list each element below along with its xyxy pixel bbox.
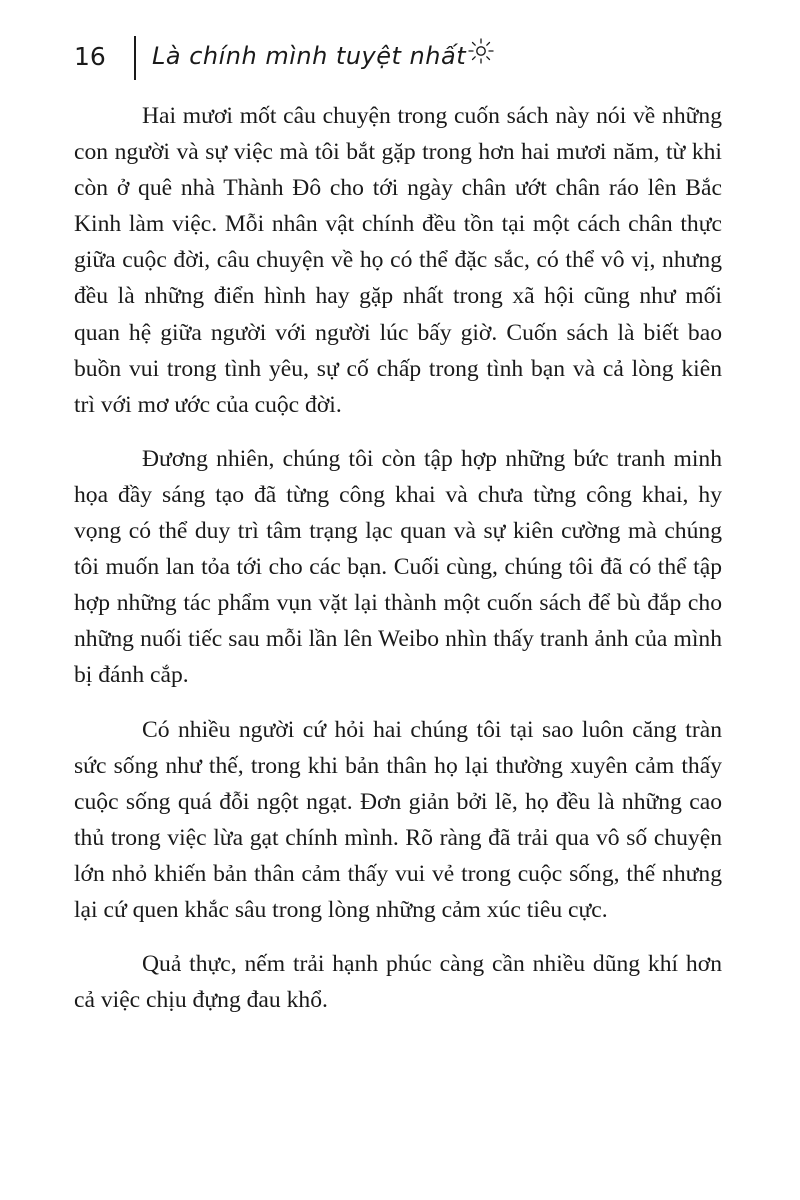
header-divider [134, 36, 136, 80]
sun-icon [466, 36, 496, 66]
page-number: 16 [74, 42, 106, 71]
paragraph-2: Đương nhiên, chúng tôi còn tập hợp những bức tranh minh họa đầy sáng tạo đã từng công khai và chưa từng công khai, hy vọng có thể duy trì tâm trạng lạc quan và sự kiên cường mà chúng tôi muốn lan tỏa tới cho các bạn. Cuối cùng, chúng tôi đã có thể tập hợp những tác phẩm vụn vặt lại thành một cuốn sách để bù đắp cho những nuối tiếc sau mỗi lần lên Weibo nhìn thấy tranh ảnh của mình bị đánh cắp. [74, 445, 722, 689]
paragraph-4: Quả thực, nếm trải hạnh phúc càng cần nhiều dũng khí hơn cả việc chịu đựng đau khổ. [74, 951, 722, 1014]
running-title: Là chính mình tuyệt nhất [152, 42, 467, 70]
body-text [74, 98, 722, 1036]
paragraph-1: Hai mươi mốt câu chuyện trong cuốn sách này nói về những con người và sự việc mà tôi bắt gặp trong hơn hai mươi năm, từ khi còn ở quê nhà Thành Đô cho tới ngày chân ướt chân ráo lên Bắc Kinh làm việc. Mỗi nhân vật chính đều tồn tại một cách chân thực giữa cuộc đời, câu chuyện về họ có thể đặc sắc, có thể vô vị, nhưng đều là những điển hình hay gặp nhất trong xã hội cũng như mối quan hệ giữa người với người lúc bấy giờ. Cuốn sách là biết bao buồn vui trong tình yêu, sự cố chấp trong tình bạn và cả lòng kiên trì với mơ ước của cuộc đời. [74, 103, 722, 418]
page-header [0, 36, 800, 80]
paragraph-3: Có nhiều người cứ hỏi hai chúng tôi tại sao luôn căng tràn sức sống như thế, trong khi bản thân họ lại thường xuyên cảm thấy cuộc sống quá đỗi ngột ngạt. Đơn giản bởi lẽ, họ đều là những cao thủ trong việc lừa gạt chính mình. Rõ ràng đã trải qua vô số chuyện lớn nhỏ khiến bản thân cảm thấy vui vẻ trong cuộc sống, thế nhưng lại cứ quen khắc sâu trong lòng những cảm xúc tiêu cực. [74, 716, 722, 923]
